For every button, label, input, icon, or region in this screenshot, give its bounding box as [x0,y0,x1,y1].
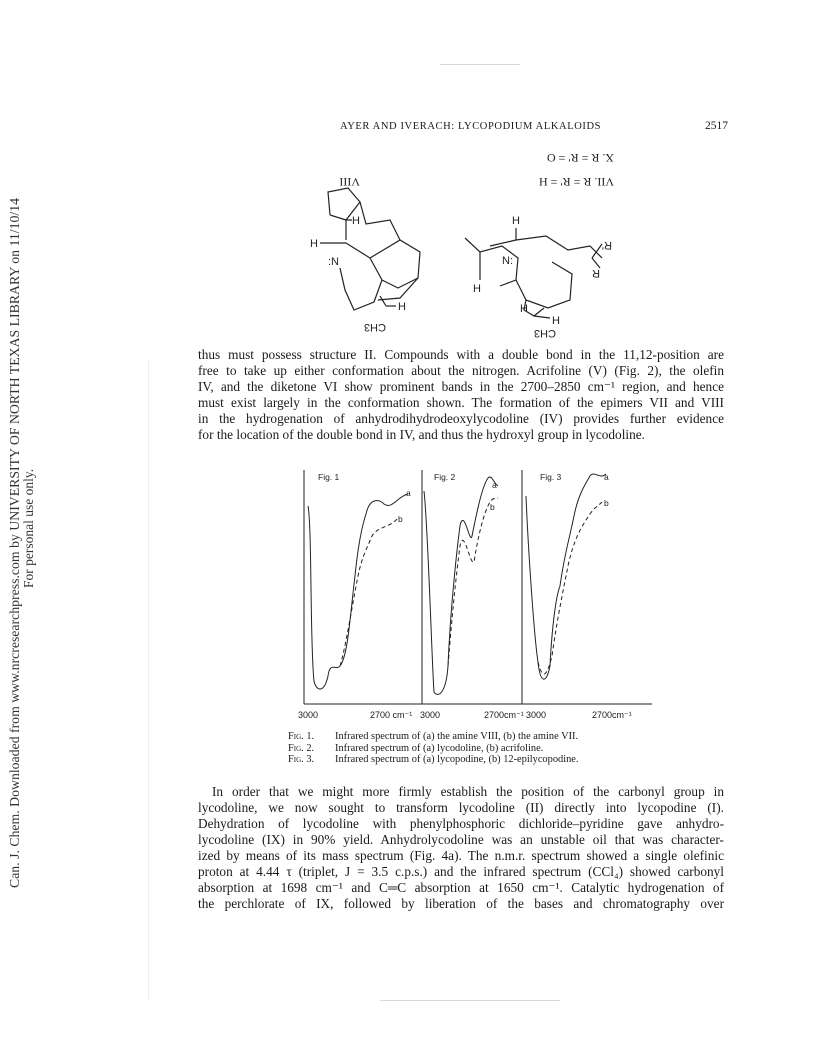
fig1-b: b [398,514,403,524]
p1-line: for the location of the double bond in IV, and thus the hydroxyl group in lycodoline. [198,427,645,442]
caption-fig1 [288,731,579,743]
running-title: AYER AND IVERACH: LYCOPODIUM ALKALOIDS [340,121,602,132]
p1-line: thus must possess structure II. Compounds with a double bond in the 11,12-position are [198,347,724,362]
right-h1: H [512,215,520,227]
legend-x: X. R = R' = O [546,151,614,165]
caption-text: Infrared spectrum of (a) lycodoline, (b) acrifoline. [335,742,544,754]
right-r-prime: R' [601,239,612,251]
left-h3: H [398,301,406,313]
caption-fig3 [288,754,579,766]
right-h2: H [473,283,481,295]
page-number: 2517 [705,120,728,132]
p2-line: Dehydration of lycodoline with phenylphosphoric dichloride–pyridine gave anhydro- [198,816,724,831]
p2-line: In order that we might more firmly establish the position of the carbonyl group in [212,784,724,799]
paragraph-2 [198,784,724,912]
left-h1: H [352,215,360,227]
download-notice-line1: Can. J. Chem. Downloaded from www.nrcresearchpress.com by UNIVERSITY OF NORTH TEXAS LIBRARY on 11/10/14 [7,212,22,888]
right-r: R [592,267,600,279]
p1-line: must exist largely in the conformation shown. The formation of the epimers VII and VIII [198,395,724,410]
fig2-label: Fig. 2 [434,472,456,482]
p2-line: lycodoline, we now sought to transform lycodoline (II) directly into lycopodine (I). [198,800,724,815]
download-notice-line2: For personal use only. [21,468,36,588]
fig2-a: a [492,480,497,490]
left-h2: H [310,238,318,250]
caption-label: Fig. 2. [288,742,315,754]
chemical-structures [290,140,630,345]
p2-line: lycodoline (IX) in 90% yield. Anhydrolycodoline was an unstable oil that was character- [198,832,724,847]
caption-label: Fig. 3. [288,754,315,765]
right-h4: H [552,315,560,327]
tick-2700-b: 2700cm⁻¹ [484,710,524,720]
p1-line: in the hydrogenation of anhydrodihydrodeoxylycodoline (IV) provides further evidence [198,411,724,426]
download-notice [6,188,42,888]
tick-3000-a: 3000 [298,710,319,720]
fig1-a: a [406,488,411,498]
right-n: N: [502,255,513,267]
tick-3000-c: 3000 [526,710,547,720]
tick-3000-b: 3000 [420,710,441,720]
fig3-b: b [604,498,609,508]
right-h3: H [520,303,528,315]
left-n: :N [328,256,339,268]
fig3-label: Fig. 3 [540,472,562,482]
paragraph-1 [198,347,724,443]
fig3-a: a [604,472,609,482]
caption-text: Infrared spectrum of (a) the amine VIII, (b) the amine VII. [335,731,579,742]
caption-label: Fig. 1. [288,731,315,742]
ir-spectra-figure [300,466,660,710]
p2-line: the perchlorate of IX, followed by liberation of the bases and chromatography over [198,896,724,911]
fig2-b: b [490,502,495,512]
tick-2700-c: 2700cm⁻¹ [592,710,632,720]
p1-line: IV, and the diketone VI show prominent bands in the 2700–2850 cm⁻¹ region, and hence [198,379,724,394]
left-ch3: CH3 [363,321,386,333]
caption-text: Infrared spectrum of (a) lycopodine, (b) 12-epilycopodine. [335,754,579,765]
tick-2700-a: 2700 cm⁻¹ [370,710,413,720]
p1-line: free to take up either conformation about the nitrogen. Acrifoline (V) (Fig. 2), the olefin [198,363,724,378]
caption-fig2 [288,743,579,755]
label-viii: VIII [339,175,360,189]
legend-vii: VII. R = R' = H [538,175,614,189]
p2-line: absorption at 1698 cm⁻¹ and C═C absorption at 1650 cm⁻¹. Catalytic hydrogenation of [198,880,724,895]
p2-line: ized by means of its mass spectrum (Fig. 4a). The n.m.r. spectrum showed a single olefinic [198,848,724,863]
p2-line: proton at 4.44 τ (triplet, J = 3.5 c.p.s.) and the infrared spectrum (CCl₄) showed carbonyl [198,864,724,879]
right-ch3: CH3 [533,327,556,339]
fig1-label: Fig. 1 [318,472,340,482]
figure-captions [288,731,579,766]
